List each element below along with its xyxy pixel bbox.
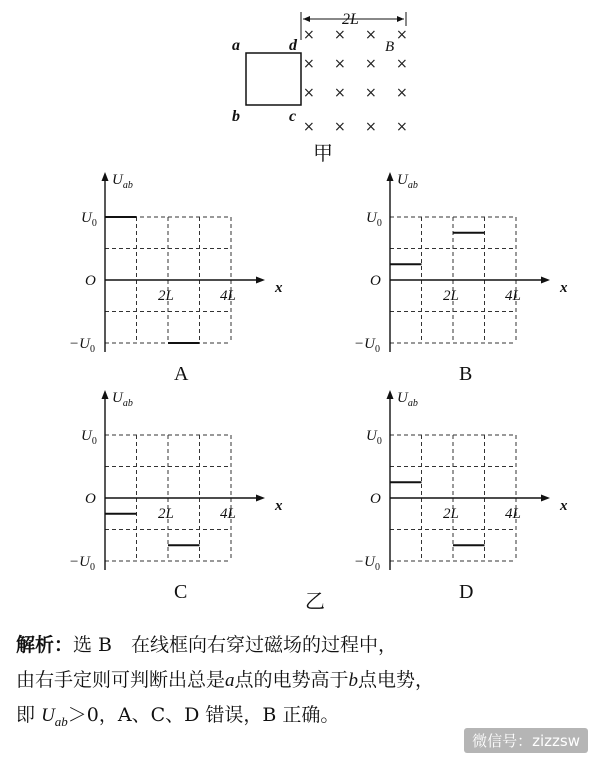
origin-label: O — [85, 273, 96, 289]
field-cross-icon: × — [303, 119, 315, 135]
caption-jia: 甲 — [313, 143, 333, 165]
explanation-text-2e: 点电势， — [358, 669, 435, 691]
graph-b — [354, 172, 568, 385]
y-axis-arrow-icon — [102, 172, 109, 181]
option-letter-d: D — [459, 581, 474, 603]
option-letter-b: B — [459, 363, 473, 385]
explanation-text-3d: ＞0，A、C、D 错误，B 正确。 — [67, 704, 340, 726]
field-cross-icon: × — [365, 85, 377, 101]
corner-b-label: b — [232, 108, 240, 125]
tick-4l-label: 4L — [220, 506, 236, 522]
tick-2l-label: 2L — [443, 506, 459, 522]
tick-2l-label: 2L — [158, 288, 174, 304]
explanation-head: 解析： — [16, 634, 74, 656]
origin-label: O — [370, 273, 381, 289]
field-cross-icon: × — [396, 56, 408, 72]
explanation-line-2 — [16, 665, 591, 696]
y-axis-label: $U_{ab}$ — [397, 172, 418, 191]
x-axis-label: x — [275, 498, 283, 514]
field-cross-icon: × — [365, 27, 377, 43]
field-cross-icon: × — [334, 27, 346, 43]
tick-4l-label: 4L — [505, 288, 521, 304]
x-axis-arrow-icon — [541, 495, 550, 502]
y-axis-label: $U_{ab}$ — [112, 390, 133, 409]
tick-4l-label: 4L — [505, 506, 521, 522]
point-a-text: a — [225, 670, 235, 691]
explanation-text-1: 选 B 在线框向右穿过磁场的过程中， — [73, 634, 398, 656]
origin-label: O — [370, 491, 381, 507]
field-cross-icon: × — [303, 85, 315, 101]
x-axis-label: x — [560, 498, 568, 514]
x-axis-arrow-icon — [256, 277, 265, 284]
explanation-text-3a: 即 — [16, 704, 36, 726]
field-cross-icon: × — [334, 119, 346, 135]
x-axis-label: x — [275, 280, 283, 296]
u0-tick-label: $U_0$ — [366, 428, 382, 447]
x-axis-arrow-icon — [541, 277, 550, 284]
uab-symbol: U — [41, 705, 55, 726]
field-cross-icon: × — [365, 56, 377, 72]
y-axis-label: $U_{ab}$ — [112, 172, 133, 191]
y-axis-arrow-icon — [387, 390, 394, 399]
field-cross-icon: × — [334, 56, 346, 72]
field-cross-icon: × — [334, 85, 346, 101]
x-axis-label: x — [560, 280, 568, 296]
neg-u0-tick-label: $-U_0$ — [354, 554, 380, 573]
figure-jia — [232, 11, 408, 165]
uab-subscript: ab — [54, 713, 68, 729]
caption-yi: 乙 — [305, 591, 325, 613]
u0-tick-label: $U_0$ — [81, 428, 97, 447]
option-letter-c: C — [174, 581, 188, 603]
neg-u0-tick-label: $-U_0$ — [69, 554, 95, 573]
field-cross-icon: × — [303, 56, 315, 72]
origin-label: O — [85, 491, 96, 507]
wire-frame — [246, 53, 301, 105]
corner-c-label: c — [289, 108, 297, 125]
tick-2l-label: 2L — [158, 506, 174, 522]
y-axis-label: $U_{ab}$ — [397, 390, 418, 409]
u0-tick-label: $U_0$ — [81, 210, 97, 229]
graph-a — [69, 172, 283, 385]
neg-u0-tick-label: $-U_0$ — [354, 336, 380, 355]
graph-d — [354, 390, 568, 603]
field-cross-icon: × — [396, 27, 408, 43]
field-label: B — [385, 39, 395, 55]
arrow-right-icon — [397, 16, 404, 22]
explanation-text-2c: 点的电势高于 — [234, 669, 349, 691]
corner-a-label: a — [232, 37, 240, 54]
width-label: 2L — [342, 11, 359, 28]
field-cross-icon: × — [365, 119, 377, 135]
tick-2l-label: 2L — [443, 288, 459, 304]
point-b-text: b — [348, 670, 359, 691]
field-cross-icon: × — [396, 119, 408, 135]
x-axis-arrow-icon — [256, 495, 265, 502]
u0-tick-label: $U_0$ — [366, 210, 382, 229]
explanation-line-1 — [16, 630, 591, 660]
option-letter-a: A — [174, 363, 189, 385]
arrow-left-icon — [303, 16, 310, 22]
explanation-text-2a: 由右手定则可判断出总是 — [16, 669, 226, 691]
field-cross-icon: × — [303, 27, 315, 43]
tick-4l-label: 4L — [220, 288, 236, 304]
corner-d-label: d — [289, 37, 297, 54]
graph-c — [69, 390, 283, 603]
y-axis-arrow-icon — [387, 172, 394, 181]
y-axis-arrow-icon — [102, 390, 109, 399]
field-cross-icon: × — [396, 85, 408, 101]
watermark: 微信号：zizzsw — [464, 728, 588, 753]
answer-graphs — [69, 172, 568, 603]
neg-u0-tick-label: $-U_0$ — [69, 336, 95, 355]
